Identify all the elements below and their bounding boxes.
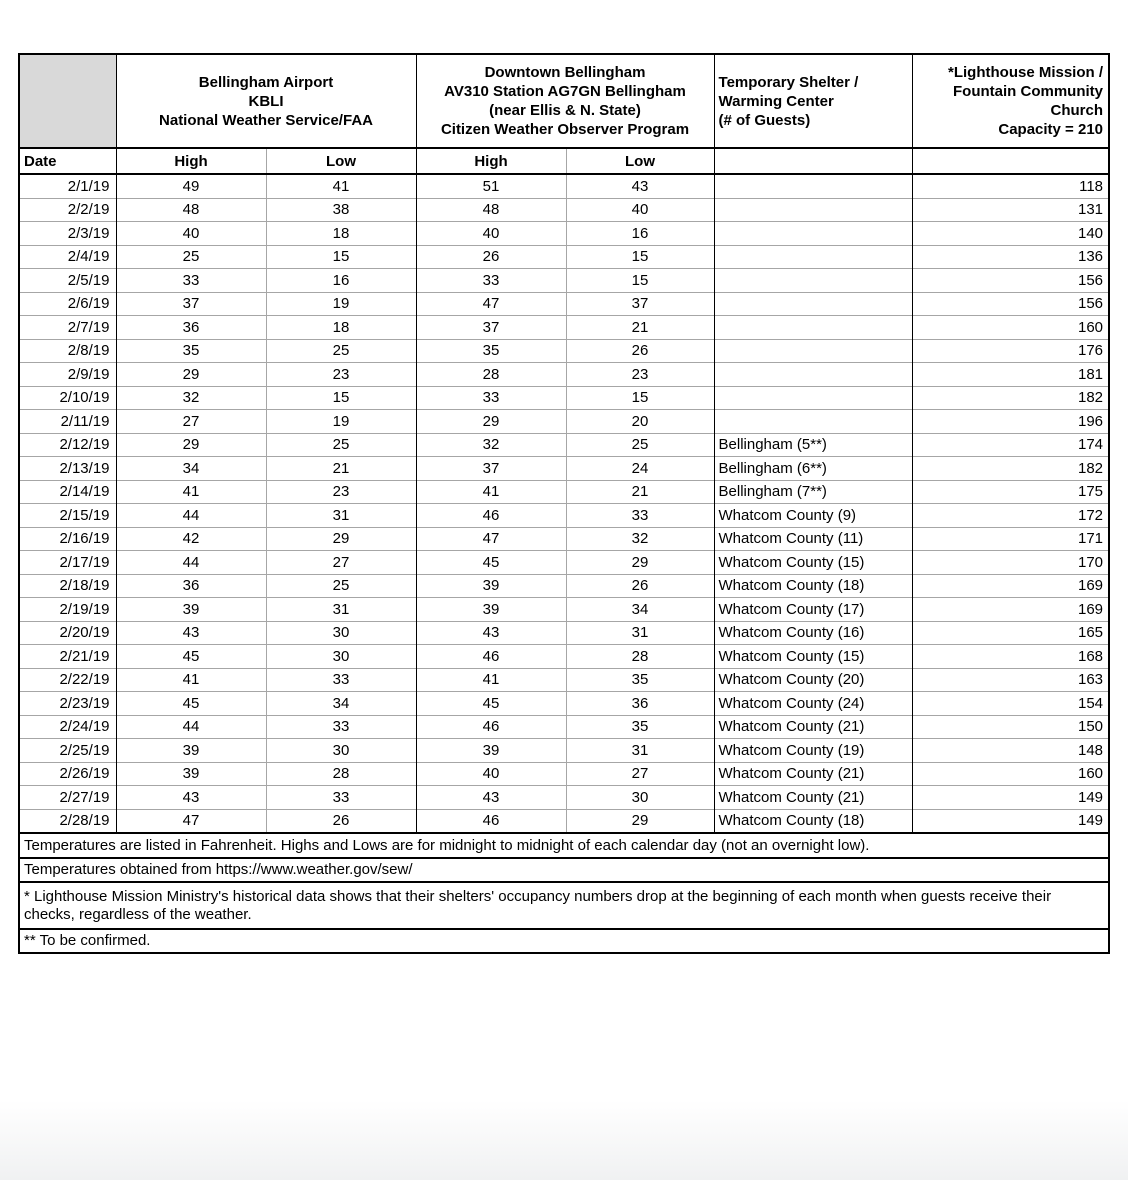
downtown-low-cell: 32 — [566, 527, 714, 551]
lighthouse-cell: 182 — [912, 457, 1109, 481]
shelter-cell — [714, 339, 912, 363]
note-source: Temperatures obtained from https://www.weather.gov/sew/ — [19, 858, 1109, 882]
table-row — [19, 198, 1109, 222]
date-cell: 2/24/19 — [19, 715, 116, 739]
kbli-high-cell: 43 — [116, 621, 266, 645]
downtown-low-cell: 36 — [566, 692, 714, 716]
sub-header-row — [19, 148, 1109, 174]
date-cell: 2/17/19 — [19, 551, 116, 575]
kbli-high-cell: 44 — [116, 504, 266, 528]
table-row — [19, 504, 1109, 528]
kbli-high-cell: 39 — [116, 598, 266, 622]
kbli-low-cell: 23 — [266, 480, 416, 504]
kbli-low-cell: 31 — [266, 598, 416, 622]
date-cell: 2/12/19 — [19, 433, 116, 457]
kbli-high-cell: 44 — [116, 715, 266, 739]
shelter-cell — [714, 316, 912, 340]
downtown-low-cell: 27 — [566, 762, 714, 786]
downtown-low-cell: 35 — [566, 715, 714, 739]
date-cell: 2/9/19 — [19, 363, 116, 387]
shelter-cell: Whatcom County (19) — [714, 739, 912, 763]
shelter-cell: Whatcom County (21) — [714, 762, 912, 786]
kbli-low-cell: 41 — [266, 174, 416, 198]
lighthouse-cell: 169 — [912, 598, 1109, 622]
kbli-low-cell: 21 — [266, 457, 416, 481]
note-lighthouse-asterisk: * Lighthouse Mission Ministry's historical data shows that their shelters' occupancy numbers drop at the beginning of each month when guests receive their checks, regardless of the weather. — [19, 882, 1109, 929]
kbli-low-cell: 31 — [266, 504, 416, 528]
lighthouse-cell: 172 — [912, 504, 1109, 528]
lighthouse-cell: 169 — [912, 574, 1109, 598]
date-column-header: Date — [19, 148, 116, 174]
shelter-cell: Whatcom County (20) — [714, 668, 912, 692]
downtown-low-cell: 24 — [566, 457, 714, 481]
downtown-high-cell: 43 — [416, 621, 566, 645]
kbli-high-cell: 44 — [116, 551, 266, 575]
downtown-line2: AV310 Station AG7GN Bellingham — [444, 83, 686, 100]
downtown-low-cell: 26 — [566, 574, 714, 598]
table-row — [19, 433, 1109, 457]
table-row — [19, 363, 1109, 387]
downtown-low-cell: 43 — [566, 174, 714, 198]
downtown-low-cell: 40 — [566, 198, 714, 222]
shelter-cell — [714, 222, 912, 246]
shelter-cell — [714, 292, 912, 316]
kbli-high-cell: 48 — [116, 198, 266, 222]
date-cell: 2/4/19 — [19, 245, 116, 269]
lighthouse-cell: 168 — [912, 645, 1109, 669]
downtown-low-cell: 23 — [566, 363, 714, 387]
date-cell: 2/18/19 — [19, 574, 116, 598]
lighthouse-cell: 170 — [912, 551, 1109, 575]
kbli-high-cell: 25 — [116, 245, 266, 269]
shelter-cell: Whatcom County (17) — [714, 598, 912, 622]
downtown-low-cell: 25 — [566, 433, 714, 457]
shelter-cell — [714, 174, 912, 198]
downtown-low-cell: 26 — [566, 339, 714, 363]
note-row — [19, 882, 1109, 929]
downtown-low-cell: 29 — [566, 551, 714, 575]
downtown-low-cell: 15 — [566, 269, 714, 293]
lighthouse-cell: 154 — [912, 692, 1109, 716]
lighthouse-cell: 156 — [912, 269, 1109, 293]
weather-table — [18, 53, 1110, 954]
lighthouse-cell: 149 — [912, 786, 1109, 810]
downtown-high-cell: 41 — [416, 480, 566, 504]
downtown-low-cell: 15 — [566, 245, 714, 269]
table-row — [19, 668, 1109, 692]
table-row — [19, 762, 1109, 786]
kbli-high-cell: 49 — [116, 174, 266, 198]
kbli-high-cell: 39 — [116, 739, 266, 763]
kbli-low-cell: 25 — [266, 339, 416, 363]
downtown-low-cell: 16 — [566, 222, 714, 246]
group-header-row — [19, 54, 1109, 148]
note-fahrenheit: Temperatures are listed in Fahrenheit. Highs and Lows are for midnight to midnight of each calendar day (not an overnight low). — [19, 833, 1109, 858]
shelter-cell: Bellingham (7**) — [714, 480, 912, 504]
downtown-high-cell: 26 — [416, 245, 566, 269]
shelter-cell: Bellingham (6**) — [714, 457, 912, 481]
kbli-high-cell: 47 — [116, 809, 266, 833]
downtown-low-cell: 31 — [566, 621, 714, 645]
kbli-high-cell: 29 — [116, 433, 266, 457]
downtown-high-cell: 35 — [416, 339, 566, 363]
kbli-low-cell: 16 — [266, 269, 416, 293]
downtown-low-cell: 15 — [566, 386, 714, 410]
kbli-low-cell: 25 — [266, 433, 416, 457]
kbli-high-cell: 45 — [116, 692, 266, 716]
date-cell: 2/28/19 — [19, 809, 116, 833]
lighthouse-cell: 175 — [912, 480, 1109, 504]
downtown-high-cell: 39 — [416, 739, 566, 763]
table-row — [19, 598, 1109, 622]
downtown-low-cell: 37 — [566, 292, 714, 316]
downtown-high-cell: 45 — [416, 551, 566, 575]
kbli-high-cell: 36 — [116, 316, 266, 340]
downtown-high-cell: 39 — [416, 574, 566, 598]
downtown-high-cell: 46 — [416, 645, 566, 669]
downtown-high-cell: 47 — [416, 292, 566, 316]
airport-line2: KBLI — [248, 92, 284, 110]
lighthouse-cell: 160 — [912, 762, 1109, 786]
note-row — [19, 833, 1109, 858]
downtown-line1: Downtown Bellingham — [484, 64, 646, 81]
lighthouse-cell: 149 — [912, 809, 1109, 833]
notes-section — [19, 833, 1109, 953]
kbli-high-cell: 35 — [116, 339, 266, 363]
lighthouse-cell: 160 — [912, 316, 1109, 340]
lighthouse-line2: Fountain Community — [953, 83, 1104, 100]
weather-table-body — [19, 174, 1109, 833]
airport-line1: Bellingham Airport — [198, 73, 334, 91]
date-cell: 2/1/19 — [19, 174, 116, 198]
lighthouse-cell: 136 — [912, 245, 1109, 269]
kbli-low-cell: 23 — [266, 363, 416, 387]
lighthouse-line1: *Lighthouse Mission / — [948, 64, 1104, 81]
kbli-high-cell: 33 — [116, 269, 266, 293]
lighthouse-cell: 174 — [912, 433, 1109, 457]
downtown-high-cell: 41 — [416, 668, 566, 692]
date-cell: 2/6/19 — [19, 292, 116, 316]
kbli-high-cell: 40 — [116, 222, 266, 246]
table-row — [19, 809, 1109, 833]
date-cell: 2/2/19 — [19, 198, 116, 222]
date-cell: 2/13/19 — [19, 457, 116, 481]
downtown-low-cell: 20 — [566, 410, 714, 434]
table-row — [19, 222, 1109, 246]
shelter-cell: Whatcom County (9) — [714, 504, 912, 528]
shelter-cell: Whatcom County (15) — [714, 645, 912, 669]
lighthouse-cell: 182 — [912, 386, 1109, 410]
date-cell: 2/7/19 — [19, 316, 116, 340]
downtown-high-column-header: High — [416, 148, 566, 174]
table-row — [19, 621, 1109, 645]
downtown-high-cell: 43 — [416, 786, 566, 810]
date-cell: 2/16/19 — [19, 527, 116, 551]
date-cell: 2/26/19 — [19, 762, 116, 786]
table-row — [19, 292, 1109, 316]
date-cell: 2/10/19 — [19, 386, 116, 410]
page-bottom-fade — [0, 1100, 1128, 1180]
downtown-low-cell: 28 — [566, 645, 714, 669]
table-row — [19, 527, 1109, 551]
shelter-cell — [714, 269, 912, 293]
table-row — [19, 457, 1109, 481]
shelter-cell: Whatcom County (18) — [714, 809, 912, 833]
downtown-low-cell: 21 — [566, 316, 714, 340]
kbli-low-cell: 34 — [266, 692, 416, 716]
shelter-cell: Whatcom County (15) — [714, 551, 912, 575]
date-cell: 2/25/19 — [19, 739, 116, 763]
downtown-low-cell: 35 — [566, 668, 714, 692]
lighthouse-cell: 176 — [912, 339, 1109, 363]
table-row — [19, 551, 1109, 575]
shelter-column-header-empty — [714, 148, 912, 174]
downtown-high-cell: 51 — [416, 174, 566, 198]
kbli-low-cell: 15 — [266, 386, 416, 410]
kbli-low-cell: 18 — [266, 316, 416, 340]
lighthouse-cell: 131 — [912, 198, 1109, 222]
kbli-high-cell: 43 — [116, 786, 266, 810]
downtown-high-cell: 45 — [416, 692, 566, 716]
date-cell: 2/3/19 — [19, 222, 116, 246]
note-row — [19, 929, 1109, 953]
table-row — [19, 715, 1109, 739]
lighthouse-cell: 163 — [912, 668, 1109, 692]
lighthouse-cell: 181 — [912, 363, 1109, 387]
downtown-high-cell: 48 — [416, 198, 566, 222]
table-row — [19, 739, 1109, 763]
shelter-cell: Bellingham (5**) — [714, 433, 912, 457]
kbli-high-cell: 41 — [116, 480, 266, 504]
table-row — [19, 316, 1109, 340]
shelter-cell: Whatcom County (18) — [714, 574, 912, 598]
date-cell: 2/15/19 — [19, 504, 116, 528]
kbli-low-cell: 27 — [266, 551, 416, 575]
note-to-be-confirmed: ** To be confirmed. — [19, 929, 1109, 953]
date-cell: 2/5/19 — [19, 269, 116, 293]
downtown-low-cell: 21 — [566, 480, 714, 504]
downtown-high-cell: 47 — [416, 527, 566, 551]
lighthouse-line3: Church — [1050, 102, 1104, 119]
lighthouse-cell: 156 — [912, 292, 1109, 316]
lighthouse-cell: 150 — [912, 715, 1109, 739]
table-row — [19, 480, 1109, 504]
kbli-low-cell: 28 — [266, 762, 416, 786]
date-cell: 2/20/19 — [19, 621, 116, 645]
downtown-low-cell: 29 — [566, 809, 714, 833]
kbli-high-cell: 39 — [116, 762, 266, 786]
downtown-low-cell: 34 — [566, 598, 714, 622]
kbli-low-cell: 33 — [266, 668, 416, 692]
kbli-low-cell: 29 — [266, 527, 416, 551]
downtown-high-cell: 33 — [416, 386, 566, 410]
kbli-high-cell: 29 — [116, 363, 266, 387]
downtown-low-cell: 31 — [566, 739, 714, 763]
date-cell: 2/19/19 — [19, 598, 116, 622]
downtown-high-cell: 39 — [416, 598, 566, 622]
kbli-low-cell: 19 — [266, 410, 416, 434]
lighthouse-cell: 171 — [912, 527, 1109, 551]
shelter-cell: Whatcom County (16) — [714, 621, 912, 645]
shelter-cell: Whatcom County (21) — [714, 715, 912, 739]
kbli-low-cell: 18 — [266, 222, 416, 246]
date-cell: 2/21/19 — [19, 645, 116, 669]
downtown-high-cell: 37 — [416, 316, 566, 340]
downtown-high-cell: 40 — [416, 762, 566, 786]
downtown-high-cell: 32 — [416, 433, 566, 457]
kbli-high-cell: 34 — [116, 457, 266, 481]
lighthouse-cell: 118 — [912, 174, 1109, 198]
shelter-cell: Whatcom County (11) — [714, 527, 912, 551]
downtown-line3: (near Ellis & N. State) — [489, 102, 641, 119]
date-cell: 2/27/19 — [19, 786, 116, 810]
shelter-cell: Whatcom County (21) — [714, 786, 912, 810]
weather-table-container — [18, 53, 1110, 954]
downtown-high-cell: 33 — [416, 269, 566, 293]
corner-cell — [19, 54, 116, 148]
table-row — [19, 174, 1109, 198]
downtown-high-cell: 46 — [416, 504, 566, 528]
kbli-low-cell: 30 — [266, 621, 416, 645]
date-cell: 2/8/19 — [19, 339, 116, 363]
lighthouse-cell: 148 — [912, 739, 1109, 763]
downtown-high-cell: 28 — [416, 363, 566, 387]
table-row — [19, 692, 1109, 716]
kbli-high-cell: 37 — [116, 292, 266, 316]
table-row — [19, 786, 1109, 810]
kbli-low-cell: 38 — [266, 198, 416, 222]
kbli-high-cell: 45 — [116, 645, 266, 669]
table-row — [19, 410, 1109, 434]
date-cell: 2/11/19 — [19, 410, 116, 434]
kbli-high-cell: 36 — [116, 574, 266, 598]
downtown-low-cell: 33 — [566, 504, 714, 528]
shelter-cell — [714, 386, 912, 410]
kbli-low-cell: 33 — [266, 786, 416, 810]
kbli-low-cell: 30 — [266, 739, 416, 763]
downtown-high-cell: 46 — [416, 715, 566, 739]
downtown-low-column-header: Low — [566, 148, 714, 174]
table-row — [19, 269, 1109, 293]
table-row — [19, 645, 1109, 669]
kbli-high-cell: 27 — [116, 410, 266, 434]
shelter-cell: Whatcom County (24) — [714, 692, 912, 716]
lighthouse-line4: Capacity = 210 — [998, 121, 1104, 138]
date-cell: 2/14/19 — [19, 480, 116, 504]
shelter-line1: Temporary Shelter / — [718, 73, 859, 91]
kbli-low-cell: 25 — [266, 574, 416, 598]
shelter-cell — [714, 245, 912, 269]
date-cell: 2/23/19 — [19, 692, 116, 716]
shelter-line3: (# of Guests) — [718, 111, 811, 129]
kbli-low-cell: 26 — [266, 809, 416, 833]
kbli-low-cell: 19 — [266, 292, 416, 316]
lighthouse-cell: 196 — [912, 410, 1109, 434]
kbli-high-cell: 32 — [116, 386, 266, 410]
table-row — [19, 339, 1109, 363]
downtown-high-cell: 40 — [416, 222, 566, 246]
table-row — [19, 574, 1109, 598]
downtown-high-cell: 46 — [416, 809, 566, 833]
kbli-high-cell: 41 — [116, 668, 266, 692]
airport-line3: National Weather Service/FAA — [159, 111, 373, 129]
note-row — [19, 858, 1109, 882]
kbli-high-cell: 42 — [116, 527, 266, 551]
lighthouse-group-header — [912, 54, 1109, 148]
kbli-low-cell: 33 — [266, 715, 416, 739]
shelter-cell — [714, 363, 912, 387]
kbli-high-column-header: High — [116, 148, 266, 174]
downtown-high-cell: 37 — [416, 457, 566, 481]
kbli-low-cell: 30 — [266, 645, 416, 669]
airport-group-header — [116, 54, 416, 148]
shelter-cell — [714, 410, 912, 434]
table-row — [19, 245, 1109, 269]
downtown-low-cell: 30 — [566, 786, 714, 810]
shelter-group-header — [714, 54, 912, 148]
shelter-cell — [714, 198, 912, 222]
kbli-low-column-header: Low — [266, 148, 416, 174]
downtown-line4: Citizen Weather Observer Program — [440, 121, 690, 138]
table-row — [19, 386, 1109, 410]
date-cell: 2/22/19 — [19, 668, 116, 692]
downtown-group-header — [416, 54, 714, 148]
lighthouse-cell: 165 — [912, 621, 1109, 645]
shelter-line2: Warming Center — [718, 92, 834, 110]
lighthouse-cell: 140 — [912, 222, 1109, 246]
lighthouse-column-header-empty — [912, 148, 1109, 174]
downtown-high-cell: 29 — [416, 410, 566, 434]
kbli-low-cell: 15 — [266, 245, 416, 269]
